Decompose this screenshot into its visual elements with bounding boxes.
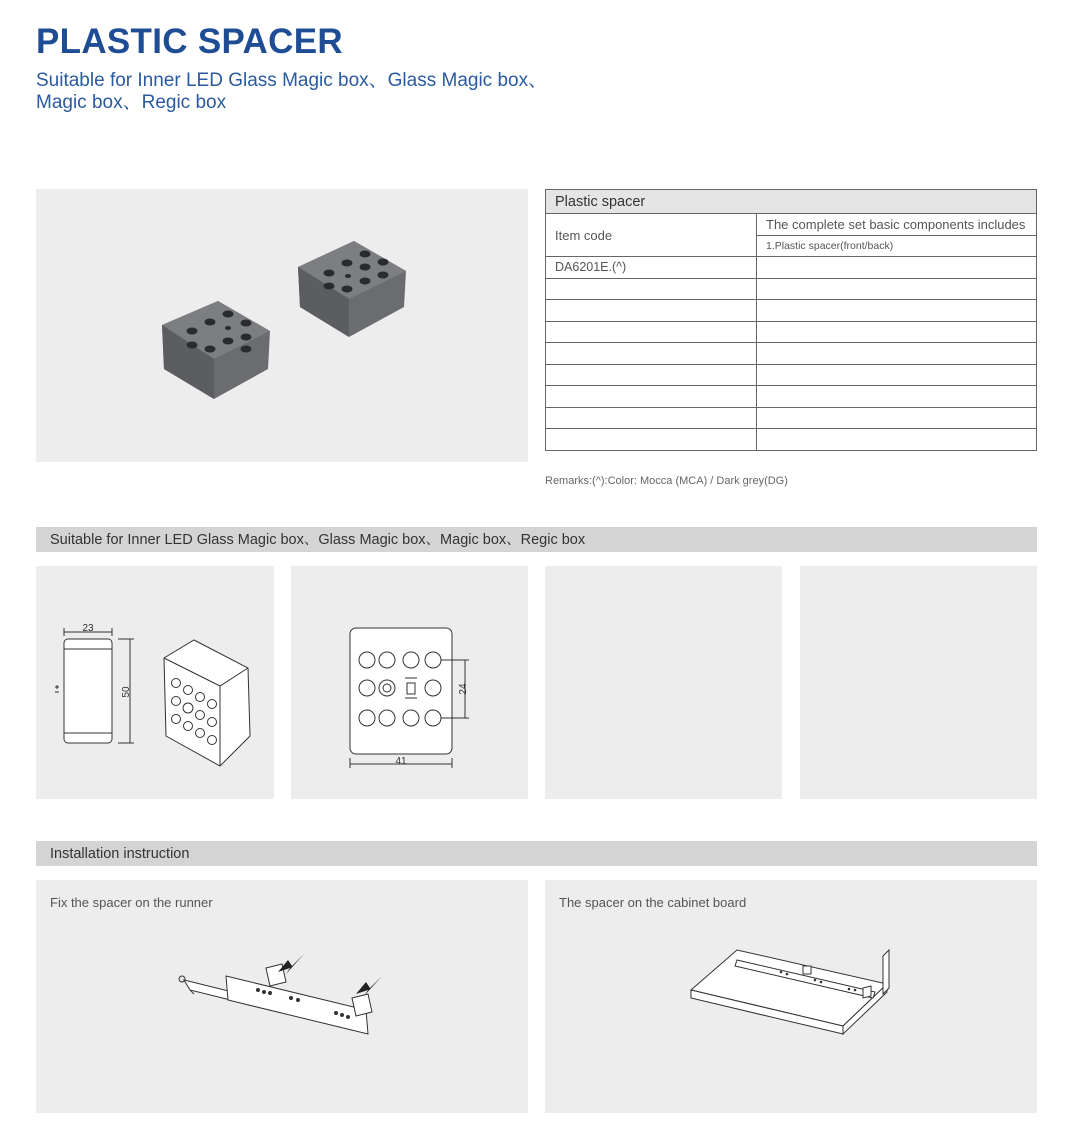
side-view-drawing (36, 566, 274, 799)
item-code-cell (546, 278, 757, 300)
item-code-cell (546, 386, 757, 408)
dim-side-height: 50 (121, 686, 132, 698)
component-cell (757, 386, 1037, 408)
subtitle-line-1: Suitable for Inner LED Glass Magic box、Glass Magic box、 (36, 70, 548, 91)
item-code-cell: DA6201E.(^) (546, 257, 757, 279)
item-code-cell (546, 407, 757, 429)
page-subtitle (36, 70, 636, 114)
empty-panel-4 (800, 566, 1037, 799)
front-view-drawing-panel (291, 566, 528, 799)
installation-section-bar: Installation instruction (36, 841, 1037, 866)
component-cell (757, 300, 1037, 322)
component-cell (757, 429, 1037, 451)
suitable-section-bar: Suitable for Inner LED Glass Magic box、Glass Magic box、Magic box、Regic box (36, 527, 1037, 552)
component-cell (757, 343, 1037, 365)
item-code-cell (546, 429, 757, 451)
components-header: The complete set basic components includes (757, 214, 1037, 236)
spacer-rear (298, 241, 406, 337)
spacer-front (162, 301, 270, 399)
arrow-icon (356, 976, 382, 996)
component-cell (757, 407, 1037, 429)
item-code-label: Item code (546, 214, 757, 257)
product-photo (36, 189, 528, 462)
dim-front-width: 41 (395, 756, 407, 767)
remarks-note: Remarks:(^):Color: Mocca (MCA) / Dark grey(DG) (545, 475, 788, 487)
item-code-cell (546, 321, 757, 343)
install-step-1-caption: Fix the spacer on the runner (50, 895, 213, 910)
runner-install-drawing (36, 880, 528, 1113)
item-code-cell (546, 300, 757, 322)
item-code-cell (546, 364, 757, 386)
spec-table-title: Plastic spacer (546, 190, 1037, 214)
spec-table (545, 189, 1037, 451)
component-cell (757, 364, 1037, 386)
component-item: 1.Plastic spacer(front/back) (757, 235, 1037, 257)
component-cell (757, 278, 1037, 300)
plastic-spacer-illustration (36, 189, 528, 462)
subtitle-line-2: Magic box、Regic box (36, 92, 227, 113)
side-view-drawing-panel (36, 566, 274, 799)
dim-hole-span: 24 (458, 683, 469, 695)
front-view-drawing (291, 566, 528, 799)
cabinet-board-drawing (545, 880, 1037, 1113)
dim-side-width: 23 (82, 623, 94, 634)
item-code-cell (546, 343, 757, 365)
install-step-2-panel (545, 880, 1037, 1113)
install-step-2-caption: The spacer on the cabinet board (559, 895, 747, 910)
install-step-1-panel (36, 880, 528, 1113)
component-cell (757, 321, 1037, 343)
empty-panel-3 (545, 566, 782, 799)
component-cell (757, 257, 1037, 279)
page-title: PLASTIC SPACER (36, 22, 343, 61)
